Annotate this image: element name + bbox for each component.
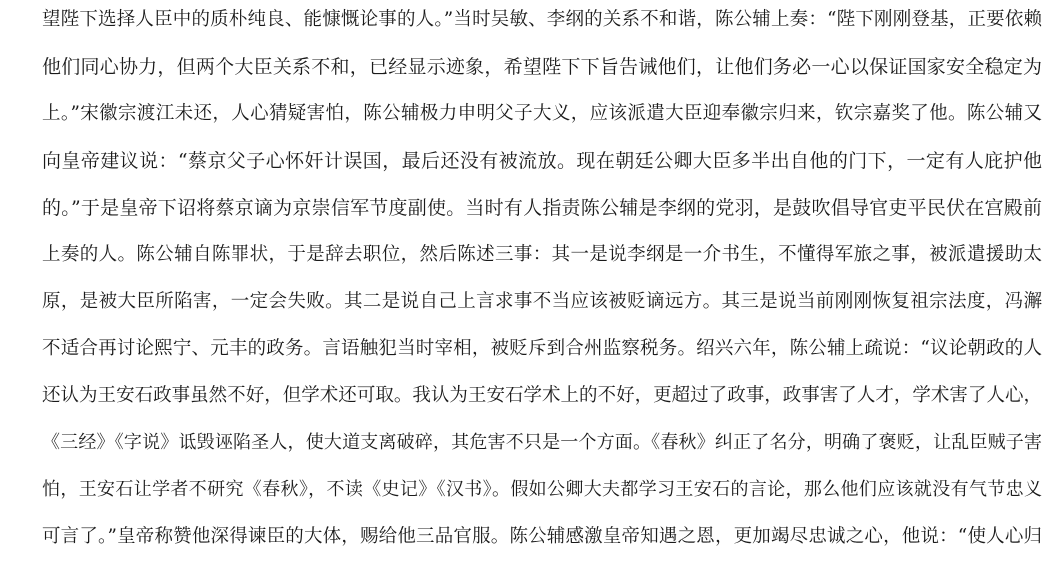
text-line: 望陛下选择人臣中的质朴纯良、能慷慨论事的人。”当时吴敏、李纲的关系不和谐，陈公辅上奏：“陛下刚刚登基，正要依赖 (42, 9, 1042, 30)
text-line: 还认为王安石政事虽然不好，但学术还可取。我认为王安石学术上的不好，更超过了政事，政事害了人才，学术害了人心， (42, 385, 1042, 406)
text-line: 《三经》《字说》诋毁诬陷圣人，使大道支离破碎，其危害不只是一个方面。《春秋》纠正了名分，明确了褒贬，让乱臣贼子害 (42, 432, 1042, 453)
text-line: 他们同心协力，但两个大臣关系不和，已经显示迹象，希望陛下下旨告诫他们，让他们务必一心以保证国家安全稳定为 (42, 56, 1042, 78)
text-line: 向皇帝建议说：“蔡京父子心怀奸计误国，最后还没有被流放。现在朝廷公卿大臣多半出自他的门下，一定有人庇护他 (42, 150, 1042, 172)
text-line: 怕，王安石让学者不研究《春秋》，不读《史记》《汉书》。假如公卿大夫都学习王安石的言论，那么他们应该就没有气节忠义 (42, 479, 1042, 500)
text-line: 上。”宋徽宗渡江未还，人心猜疑害怕，陈公辅极力申明父子大义，应该派遣大臣迎奉徽宗归来，钦宗嘉奖了他。陈公辅又 (42, 103, 1042, 124)
text-line: 可言了。”皇帝称赞他深得谏臣的大体，赐给他三品官服。陈公辅感激皇帝知遇之恩，更加竭尽忠诚之心，他说：“使人心归 (42, 526, 1042, 547)
text-line: 的。”于是皇帝下诏将蔡京谪为京崇信军节度副使。当时有人指责陈公辅是李纲的党羽，是鼓吹倡导官吏平民伏在宫殿前 (42, 197, 1042, 219)
text-line: 上奏的人。陈公辅自陈罪状，于是辞去职位，然后陈述三事：其一是说李纲是一介书生，不懂得军旅之事，被派遣援助太 (42, 244, 1042, 265)
text-line: 不适合再讨论熙宁、元丰的政务。言语触犯当时宰相，被贬斥到合州监察税务。绍兴六年，陈公辅上疏说：“议论朝政的人 (42, 338, 1042, 359)
text-line: 原，是被大臣所陷害，一定会失败。其二是说自己上言求事不当应该被贬谪远方。其三是说当前刚刚恢复祖宗法度，冯澥 (42, 291, 1042, 312)
